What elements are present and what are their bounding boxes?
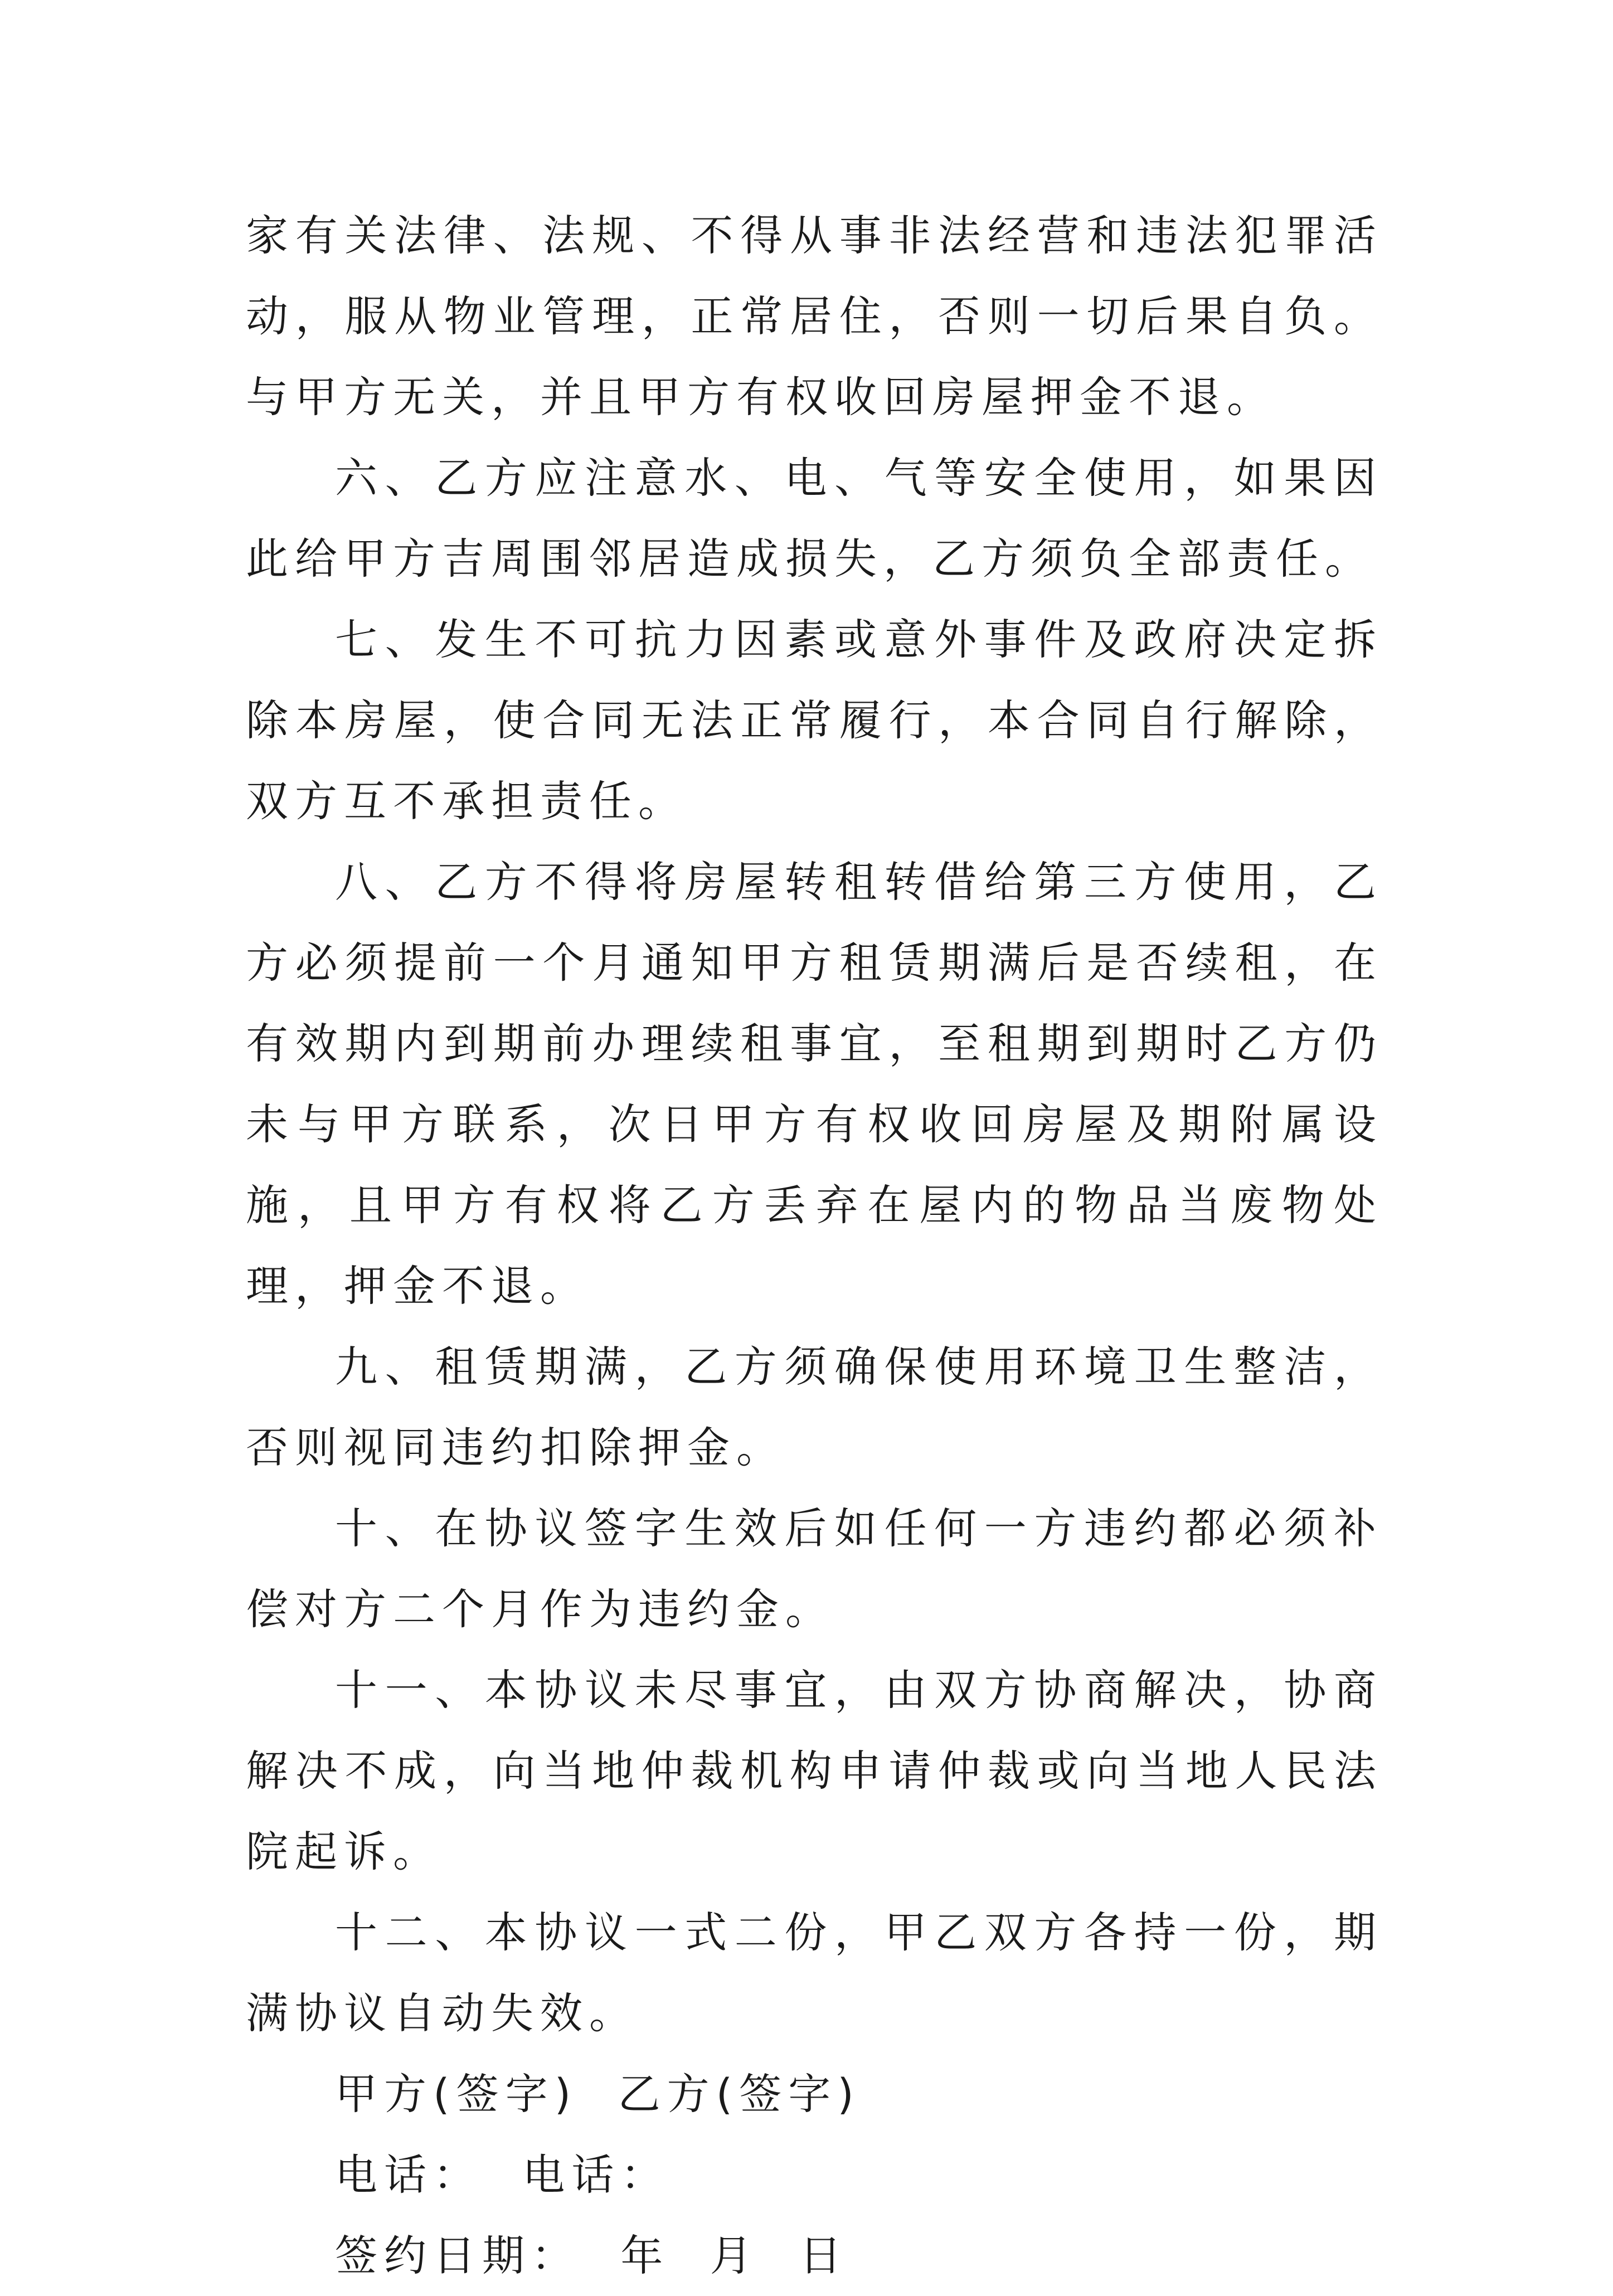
paragraph-clause-12: 十二、本协议一式二份，甲乙双方各持一份，期满协议自动失效。 <box>246 1908 1383 2038</box>
paragraph-continuation: 家有关法律、法规、不得从事非法经营和违法犯罪活动，服从物业管理，正常居住，否则一切后果自负。与甲方无关，并且甲方有权收回房屋押金不退。 <box>246 211 1383 422</box>
paragraph-clause-7: 七、发生不可抗力因素或意外事件及政府决定拆除本房屋，使合同无法正常履行，本合同自行解除，双方互不承担责任。 <box>246 615 1383 826</box>
paragraph-clause-9: 九、租赁期满，乙方须确保使用环境卫生整洁，否则视同违约扣除押金。 <box>246 1342 1383 1472</box>
paragraph-clause-8: 八、乙方不得将房屋转租转借给第三方使用，乙方必须提前一个月通知甲方租赁期满后是否续租，在有效期内到期前办理续租事宜，至租期到期时乙方仍未与甲方联系，次日甲方有权收回房屋及期附属设施，且甲方有权将乙方丢弃在屋内的物品当废物处理，押金不退。 <box>246 857 1383 1311</box>
paragraph-clause-6: 六、乙方应注意水、电、气等安全使用，如果因此给甲方吉周围邻居造成损失，乙方须负全部责任。 <box>246 453 1383 583</box>
document-body <box>246 195 1383 2296</box>
signature-date-line: 签约日期： 年 月 日 <box>335 2231 848 2280</box>
signature-party-line: 甲方(签字) 乙方(签字) <box>335 2069 861 2119</box>
paragraph-clause-10: 十、在协议签字生效后如任何一方违约都必须补偿对方二个月作为违约金。 <box>246 1504 1383 1634</box>
signature-phone-line: 电话： 电话： <box>335 2150 670 2200</box>
paragraph-clause-11: 十一、本协议未尽事宜，由双方协商解决，协商解决不成，向当地仲裁机构申请仲裁或向当地人民法院起诉。 <box>246 1665 1383 1876</box>
